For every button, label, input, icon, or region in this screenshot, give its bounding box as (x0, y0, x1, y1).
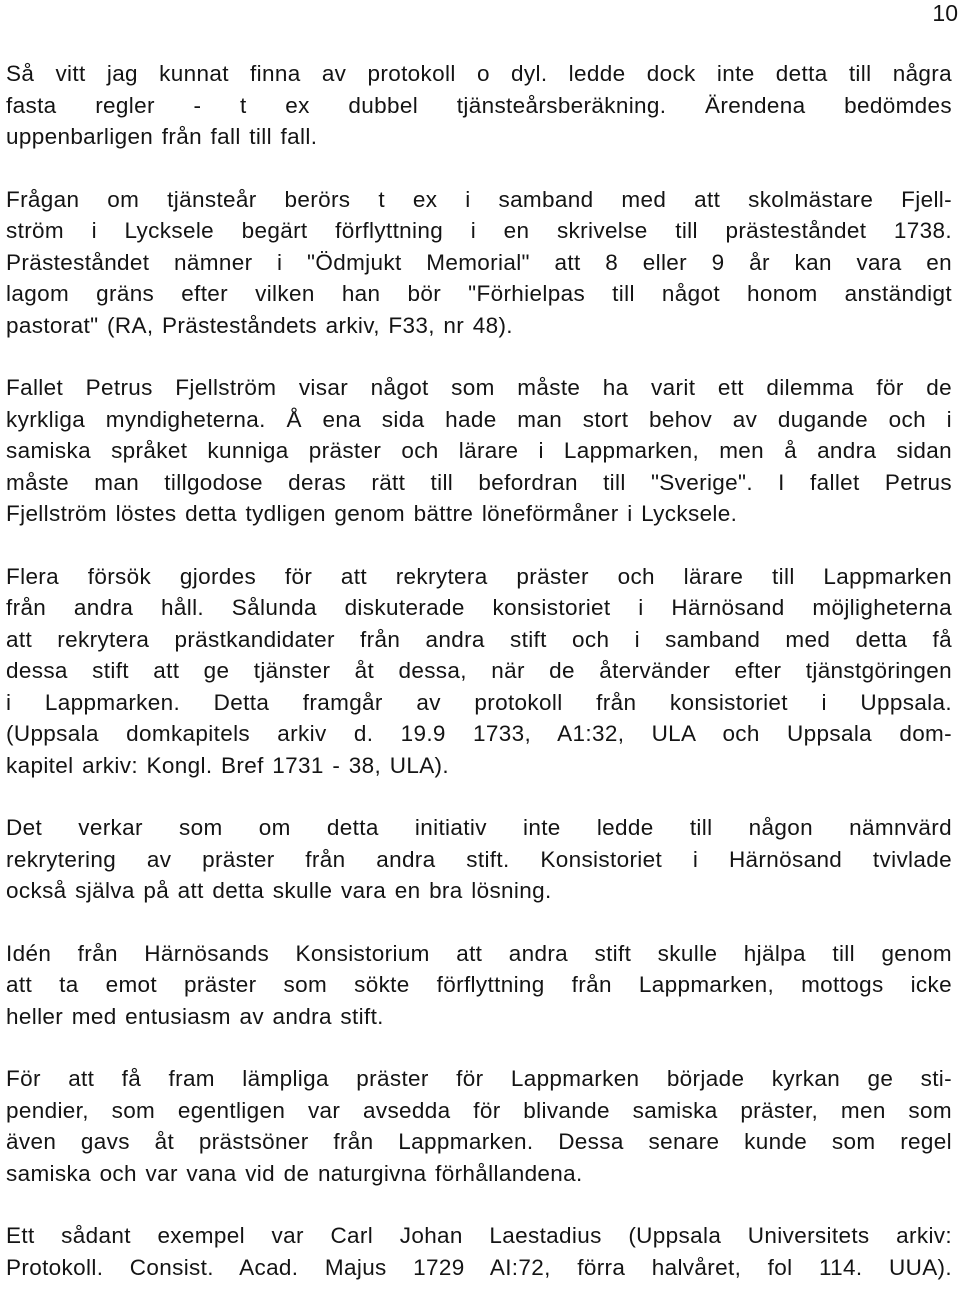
text-line: från andra håll. Sålunda diskuterade konsistoriet i Härnösand möjligheterna (6, 595, 952, 620)
paragraph (6, 58, 952, 153)
text-line: pastorat" (RA, Prästeståndets arkiv, F33, nr 48). (6, 312, 513, 338)
text-line: pendier, som egentligen var avsedda för blivande samiska präster, men som (6, 1097, 952, 1123)
text-line: (Uppsala domkapitels arkiv d. 19.9 1733, A1:32, ULA och Uppsala dom- (6, 721, 952, 746)
paragraph (6, 1220, 952, 1283)
text-line: måste man tillgodose deras rätt till befordran till "Sverige". I fallet Petrus (6, 469, 952, 495)
text-line: rekrytering av präster från andra stift. Konsistoriet i Härnösand tvivlade (6, 846, 952, 872)
paragraph (6, 938, 952, 1033)
text-line: Fjellström löstes detta tydligen genom bättre löneförmåner i Lycksele. (6, 501, 738, 526)
paragraph (6, 812, 952, 907)
text-line: även gavs åt prästsöner från Lappmarken. Dessa senare kunde som regel (6, 1129, 952, 1154)
text-line: kyrkliga myndigheterna. Å ena sida hade man stort behov av dugande och i (6, 406, 952, 432)
text-line: Idén från Härnösands Konsistorium att andra stift skulle hjälpa till genom (6, 940, 952, 966)
text-line: Ett sådant exempel var Carl Johan Laestadius (Uppsala Universitets arkiv: (6, 1223, 952, 1248)
paragraph (6, 184, 952, 342)
text-line: Fallet Petrus Fjellström visar något som måste ha varit ett dilemma för de (6, 375, 952, 400)
text-line: heller med entusiasm av andra stift. (6, 1003, 384, 1029)
text-line: samiska språket kunniga präster och lärare i Lappmarken, men å andra sidan (6, 438, 952, 463)
paragraph (6, 372, 952, 530)
text-line: Frågan om tjänsteår berörs t ex i samband med att skolmästare Fjell- (6, 186, 952, 212)
text-line: För att få fram lämpliga präster för Lappmarken började kyrkan ge sti- (6, 1066, 952, 1091)
text-line: kapitel arkiv: Kongl. Bref 1731 - 38, ULA). (6, 752, 450, 778)
text-line: Det verkar som om detta initiativ inte ledde till någon nämnvärd (6, 815, 952, 840)
text-line: lagom gräns efter vilken han bör "Förhielpas till något honom anständigt (6, 281, 952, 306)
text-line: dessa stift att ge tjänster åt dessa, när de återvänder efter tjänstgöringen (6, 658, 952, 683)
page-number: 10 (932, 0, 958, 26)
text-line: också själva på att detta skulle vara en bra lösning. (6, 878, 552, 903)
text-line: samiska och var vana vid de naturgivna förhållandena. (6, 1160, 583, 1186)
text-line: uppenbarligen från fall till fall. (6, 124, 318, 149)
body-text (6, 58, 952, 1283)
paragraph (6, 1063, 952, 1189)
text-line: ström i Lycksele begärt förflyttning i en skrivelse till prästeståndet 1738. (6, 218, 952, 243)
paragraph (6, 561, 952, 782)
text-line: Flera försök gjordes för att rekrytera präster och lärare till Lappmarken (6, 563, 952, 589)
text-line: fasta regler - t ex dubbel tjänsteårsberäkning. Ärendena bedömdes (6, 92, 952, 118)
text-line: att ta emot präster som sökte förflyttning från Lappmarken, mottogs icke (6, 972, 952, 997)
text-line: Protokoll. Consist. Acad. Majus 1729 AI:72, förra halvåret, fol 114. UUA). (6, 1254, 952, 1280)
text-line: att rekrytera prästkandidater från andra stift och i samband med detta få (6, 626, 952, 652)
text-line: Prästeståndet nämner i "Ödmjukt Memorial" att 8 eller 9 år kan vara en (6, 249, 952, 275)
text-line: i Lappmarken. Detta framgår av protokoll från konsistoriet i Uppsala. (6, 689, 952, 715)
text-line: Så vitt jag kunnat finna av protokoll o dyl. ledde dock inte detta till några (6, 61, 952, 86)
